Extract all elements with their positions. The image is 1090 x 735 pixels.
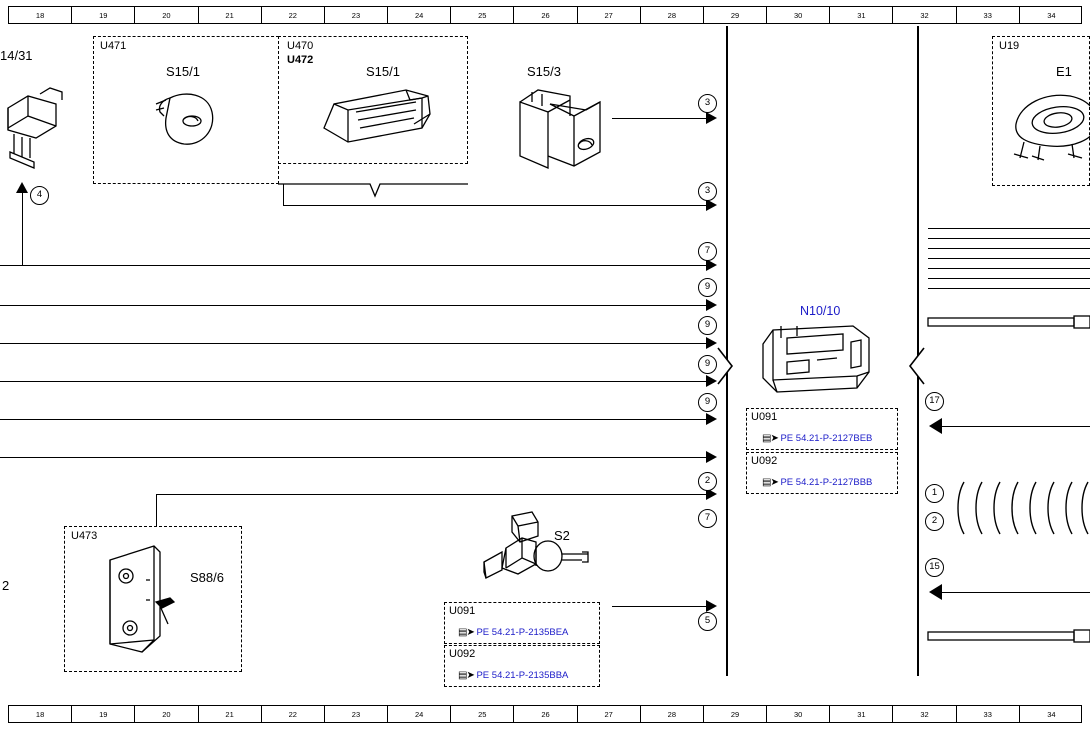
line-u473-horizontal — [156, 494, 708, 495]
label-n10-10: N10/10 — [800, 304, 841, 318]
line-bus-9b — [0, 343, 712, 344]
connector-circle-1: 1 — [925, 484, 944, 503]
ruler-cell-27: 27 — [578, 7, 641, 23]
doc-link-u092-bottom[interactable] — [458, 670, 568, 681]
book-icon: ▤➤ — [458, 627, 474, 638]
right-connector-bar-2 — [928, 630, 1090, 644]
right-thin-line-6 — [928, 278, 1090, 279]
ruler-cell-22: 22 — [262, 706, 325, 722]
dashed-box-u19-tag: U19 — [999, 40, 1020, 52]
book-icon: ▤➤ — [762, 433, 778, 444]
ruler-cell-20: 20 — [135, 7, 198, 23]
line-u470-group-vert — [283, 184, 284, 205]
right-thin-line-5 — [928, 268, 1090, 269]
doc-link-u091-top[interactable] — [762, 433, 872, 444]
label-e1: E1 — [1056, 64, 1072, 79]
headlamp-e1-graphic — [1006, 86, 1090, 162]
ruler-cell-20: 20 — [135, 706, 198, 722]
sensor-s88-6-graphic — [96, 540, 196, 666]
dashed-box-u471-tag: U471 — [100, 40, 127, 52]
dashed-box-u092-top-tag: U092 — [751, 455, 778, 467]
line-left-up — [22, 192, 23, 266]
line-right-17 — [942, 426, 1090, 427]
bus-break-right — [910, 348, 928, 384]
arrow-9c — [706, 375, 717, 387]
doc-link-u092-bottom-text: PE 54.21-P-2135BBA — [476, 670, 569, 681]
arrow-9a — [706, 299, 717, 311]
line-u470-group — [283, 205, 712, 206]
connector-circle-2-right: 2 — [925, 512, 944, 531]
ruler-cell-33: 33 — [957, 706, 1020, 722]
ruler-cell-22: 22 — [262, 7, 325, 23]
doc-link-u092-top[interactable] — [762, 477, 872, 488]
label-s15-1-left: S15/1 — [166, 64, 200, 79]
book-icon: ▤➤ — [458, 670, 474, 681]
connector-circle-9c: 9 — [698, 355, 717, 374]
switch-s15-1-right-graphic — [318, 84, 443, 152]
label-s15-3: S15/3 — [527, 64, 561, 79]
control-unit-n10-10-graphic — [757, 320, 877, 400]
line-right-15 — [942, 592, 1090, 593]
switch-s15-3-graphic — [508, 82, 613, 172]
line-s15-3 — [612, 118, 712, 119]
label-s15-1-right: S15/1 — [366, 64, 400, 79]
ruler-cell-21: 21 — [199, 706, 262, 722]
ruler-cell-19: 19 — [72, 7, 135, 23]
connector-circle-4: 4 — [30, 186, 49, 205]
ruler-cell-25: 25 — [451, 706, 514, 722]
right-thin-line-4 — [928, 258, 1090, 259]
doc-link-u092-top-text: PE 54.21-P-2127BBB — [780, 477, 873, 488]
dashed-box-u473-tag: U473 — [71, 530, 98, 542]
right-thin-line-7 — [928, 288, 1090, 289]
column-ruler-bottom — [8, 705, 1082, 723]
ruler-cell-24: 24 — [388, 706, 451, 722]
arrow-9b — [706, 337, 717, 349]
right-thin-line-3 — [928, 248, 1090, 249]
connector-circle-2: 2 — [698, 472, 717, 491]
group-bracket — [92, 164, 472, 202]
dashed-box-u470-tag: U470 — [287, 40, 314, 52]
ruler-cell-18: 18 — [9, 7, 72, 23]
switch-s15-1-left-graphic — [150, 88, 232, 154]
line-bus-9a — [0, 305, 712, 306]
ruler-cell-31: 31 — [830, 706, 893, 722]
ruler-cell-18: 18 — [9, 706, 72, 722]
arrow-s15-3 — [706, 112, 717, 124]
wave-arcs-graphic — [958, 478, 1090, 538]
doc-link-u091-top-text: PE 54.21-P-2127BEB — [780, 433, 873, 444]
line-bus-9d — [0, 419, 712, 420]
ruler-cell-30: 30 — [767, 7, 830, 23]
arrow-left-up — [16, 182, 28, 193]
ruler-cell-30: 30 — [767, 706, 830, 722]
connector-circle-15: 15 — [925, 558, 944, 577]
dashed-box-u472-tag: U472 — [287, 54, 314, 66]
connector-left-graphic — [0, 82, 64, 170]
doc-link-u091-bottom-text: PE 54.21-P-2135BEA — [476, 627, 569, 638]
label-s2: S2 — [554, 528, 570, 543]
ruler-cell-26: 26 — [514, 706, 577, 722]
arrow-s2 — [706, 600, 717, 612]
ruler-cell-26: 26 — [514, 7, 577, 23]
ruler-cell-19: 19 — [72, 706, 135, 722]
ruler-cell-28: 28 — [641, 706, 704, 722]
connector-circle-5: 5 — [698, 612, 717, 631]
label-s88-6: S88/6 — [190, 570, 224, 585]
line-bus-9c — [0, 381, 712, 382]
arrow-9d — [706, 413, 717, 425]
doc-link-u091-bottom[interactable] — [458, 627, 568, 638]
connector-circle-9b: 9 — [698, 316, 717, 335]
bus-break-left — [718, 348, 736, 384]
left-stray-number: 2 — [2, 578, 10, 593]
arrow-2 — [706, 451, 717, 463]
right-thin-line-2 — [928, 238, 1090, 239]
left-part-label: 14/31 — [0, 48, 33, 63]
connector-circle-7a: 7 — [698, 242, 717, 261]
ruler-cell-31: 31 — [830, 7, 893, 23]
line-bus-7a — [0, 265, 712, 266]
column-ruler-top — [8, 6, 1082, 24]
right-thin-line-1 — [928, 228, 1090, 229]
switch-s2-graphic — [478, 508, 598, 590]
line-u473-vertical — [156, 494, 157, 526]
ruler-cell-24: 24 — [388, 7, 451, 23]
line-bus-2 — [0, 457, 712, 458]
ruler-cell-23: 23 — [325, 706, 388, 722]
dashed-box-u092-bottom-tag: U092 — [449, 648, 476, 660]
ruler-cell-33: 33 — [957, 7, 1020, 23]
ruler-cell-34: 34 — [1047, 10, 1056, 20]
ruler-cell-27: 27 — [578, 706, 641, 722]
ruler-cell-29: 29 — [704, 7, 767, 23]
connector-circle-3b: 3 — [698, 182, 717, 201]
ruler-cell-25: 25 — [451, 7, 514, 23]
dashed-box-u091-bottom-tag: U091 — [449, 605, 476, 617]
ruler-cell-21: 21 — [199, 7, 262, 23]
connector-circle-3a: 3 — [698, 94, 717, 113]
ruler-cell-32: 32 — [893, 706, 956, 722]
ruler-cell-28: 28 — [641, 7, 704, 23]
arrow-left-15 — [929, 584, 942, 600]
connector-circle-9d: 9 — [698, 393, 717, 412]
dashed-box-u091-top-tag: U091 — [751, 411, 778, 423]
connector-circle-9a: 9 — [698, 278, 717, 297]
connector-circle-17: 17 — [925, 392, 944, 411]
right-connector-bar-1 — [928, 316, 1090, 330]
ruler-cell-32: 32 — [893, 7, 956, 23]
ruler-cell-34: 34 — [1047, 709, 1056, 719]
connector-circle-7b: 7 — [698, 509, 717, 528]
ruler-cell-23: 23 — [325, 7, 388, 23]
ruler-cell-29: 29 — [704, 706, 767, 722]
line-s2 — [612, 606, 712, 607]
arrow-left-17 — [929, 418, 942, 434]
book-icon: ▤➤ — [762, 477, 778, 488]
